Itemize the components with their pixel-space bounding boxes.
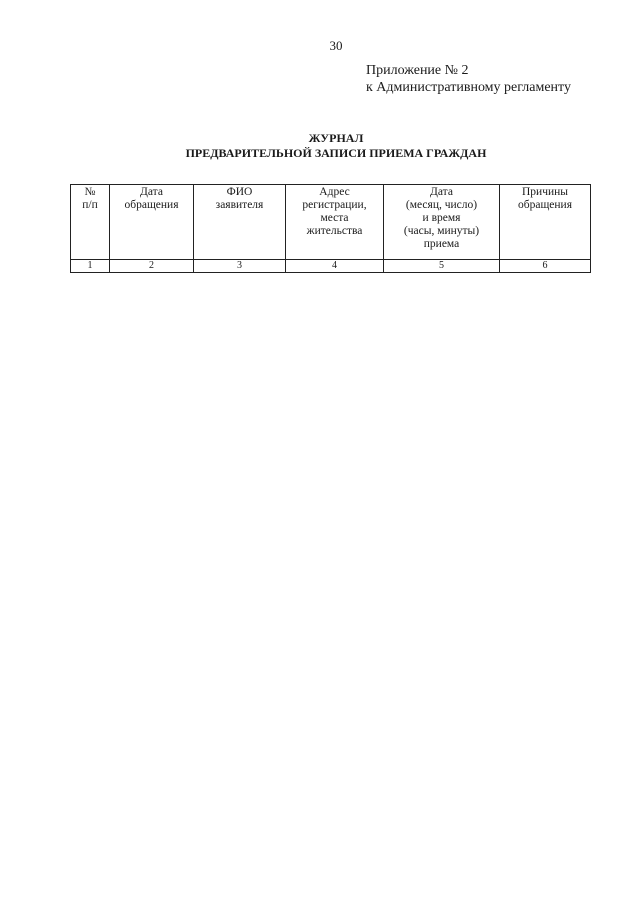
header-applicant-name: ФИО заявителя — [194, 185, 286, 260]
header-appointment-datetime: Дата (месяц, число) и время (часы, минуты) приема — [384, 185, 500, 260]
journal-title-line-1: ЖУРНАЛ — [308, 131, 364, 145]
header-address: Адрес регистрации, места жительства — [286, 185, 384, 260]
table-header-row — [71, 185, 591, 260]
column-number-cell: 4 — [286, 260, 384, 273]
header-request-date: Дата обращения — [110, 185, 194, 260]
journal-table — [70, 184, 591, 273]
header-number: № п/п — [71, 185, 110, 260]
page-number: 30 — [329, 38, 343, 53]
column-number-cell: 2 — [110, 260, 194, 273]
table-row — [71, 260, 591, 273]
column-number-cell: 5 — [384, 260, 500, 273]
appendix-line-2: к Административному регламенту — [366, 80, 571, 95]
journal-title — [0, 131, 640, 161]
header-reason: Причины обращения — [500, 185, 591, 260]
column-number-cell: 1 — [71, 260, 110, 273]
appendix-note — [366, 62, 571, 96]
appendix-line-1: Приложение № 2 — [366, 63, 469, 78]
column-number-cell: 3 — [194, 260, 286, 273]
column-number-cell: 6 — [500, 260, 591, 273]
journal-title-line-2: ПРЕДВАРИТЕЛЬНОЙ ЗАПИСИ ПРИЕМА ГРАЖДАН — [185, 146, 487, 160]
